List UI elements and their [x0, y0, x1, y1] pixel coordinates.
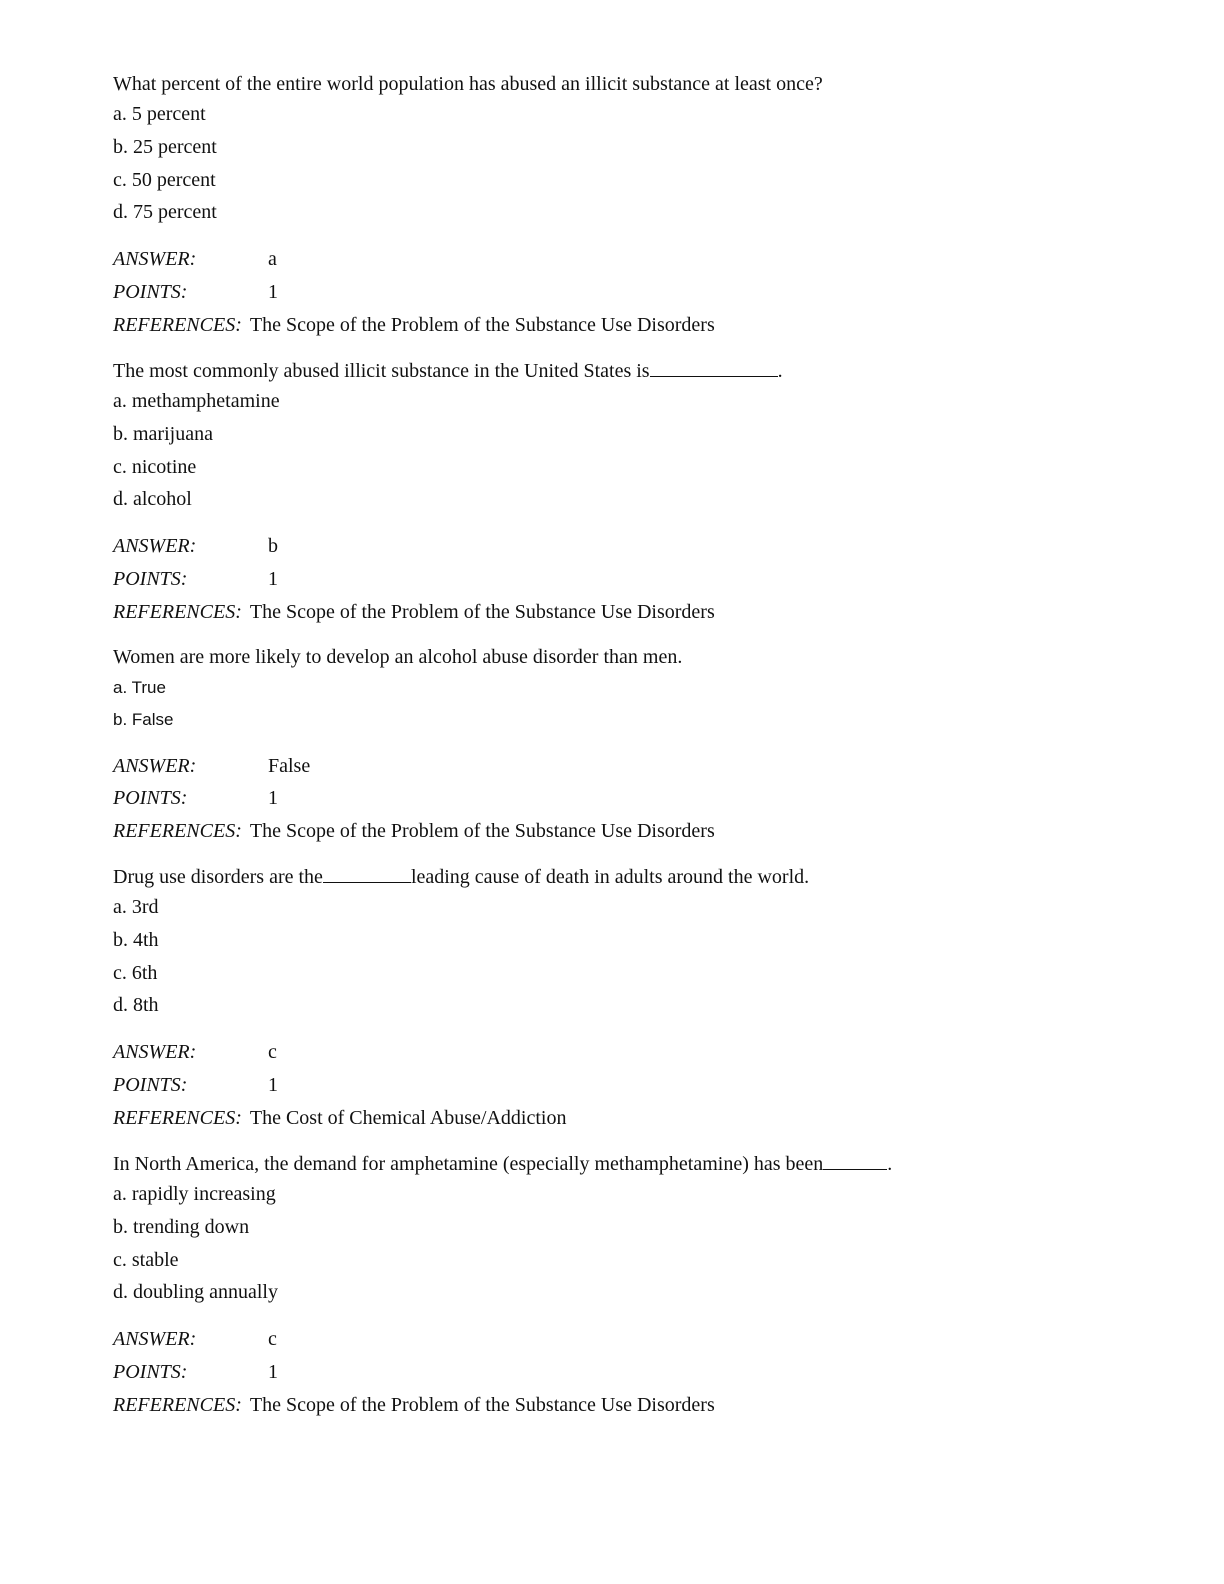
references-value: The Scope of the Problem of the Substance Use Disorders: [249, 601, 715, 623]
question-text: In North America, the demand for amphetamine (especially methamphetamine) has been .: [113, 1153, 893, 1175]
points-value: 1: [268, 787, 278, 809]
option-c: c. nicotine: [113, 456, 197, 478]
references-row: [113, 597, 715, 627]
references-label: REFERENCES:: [113, 820, 242, 842]
question-text: The most commonly abused illicit substance in the United States is .: [113, 360, 783, 382]
references-label: REFERENCES:: [113, 601, 242, 623]
references-value: The Scope of the Problem of the Substance Use Disorders: [249, 1394, 715, 1416]
points-value: 1: [268, 568, 278, 590]
option-a: a. 3rd: [113, 896, 159, 918]
option-d: d. 8th: [113, 994, 159, 1016]
points-row: [113, 564, 278, 594]
references-label: REFERENCES:: [113, 1394, 242, 1416]
points-row: [113, 1357, 278, 1387]
option-c: c. stable: [113, 1249, 179, 1271]
references-value: The Scope of the Problem of the Substance Use Disorders: [249, 820, 715, 842]
points-label: POINTS:: [113, 1361, 188, 1383]
answer-blank: [823, 1151, 887, 1170]
answer-label: ANSWER:: [113, 1328, 197, 1350]
answer-row: [113, 1037, 277, 1067]
answer-blank: [650, 358, 778, 377]
points-label: POINTS:: [113, 787, 188, 809]
option-a: a. rapidly increasing: [113, 1183, 276, 1205]
references-label: REFERENCES:: [113, 314, 242, 336]
answer-row: [113, 751, 311, 781]
points-label: POINTS:: [113, 1074, 188, 1096]
answer-row: [113, 244, 277, 274]
option-b: b. 4th: [113, 929, 159, 951]
points-value: 1: [268, 1074, 278, 1096]
answer-value: c: [268, 1328, 277, 1350]
option-b: b. trending down: [113, 1216, 250, 1238]
option-b: b. 25 percent: [113, 136, 217, 158]
question-text: Drug use disorders are the leading cause of death in adults around the world.: [113, 866, 810, 888]
question-text: Women are more likely to develop an alcohol abuse disorder than men.: [113, 646, 683, 668]
references-label: REFERENCES:: [113, 1107, 242, 1129]
references-row: [113, 1103, 566, 1133]
option-b: b. marijuana: [113, 423, 213, 445]
option-c: c. 50 percent: [113, 169, 216, 191]
points-row: [113, 1070, 278, 1100]
option-d: d. 75 percent: [113, 201, 217, 223]
references-value: The Scope of the Problem of the Substance Use Disorders: [249, 314, 715, 336]
answer-label: ANSWER:: [113, 755, 197, 777]
option-a: a. True: [113, 678, 166, 697]
points-row: [113, 783, 278, 813]
option-d: d. alcohol: [113, 488, 192, 510]
points-label: POINTS:: [113, 281, 188, 303]
answer-row: [113, 531, 278, 561]
references-row: [113, 1390, 715, 1420]
references-value: The Cost of Chemical Abuse/Addiction: [249, 1107, 567, 1129]
answer-blank: [323, 864, 411, 883]
answer-label: ANSWER:: [113, 248, 197, 270]
answer-value: c: [268, 1041, 277, 1063]
option-b: b. False: [113, 710, 174, 729]
option-a: a. 5 percent: [113, 103, 206, 125]
references-row: [113, 816, 715, 846]
answer-row: [113, 1324, 277, 1354]
option-d: d. doubling annually: [113, 1281, 278, 1303]
answer-value: a: [268, 248, 277, 270]
points-value: 1: [268, 281, 278, 303]
points-label: POINTS:: [113, 568, 188, 590]
answer-label: ANSWER:: [113, 535, 197, 557]
question-text: What percent of the entire world population has abused an illicit substance at least once?: [113, 73, 823, 95]
points-value: 1: [268, 1361, 278, 1383]
points-row: [113, 277, 278, 307]
answer-label: ANSWER:: [113, 1041, 197, 1063]
answer-value: b: [268, 535, 278, 557]
answer-value: False: [268, 755, 311, 777]
option-c: c. 6th: [113, 962, 158, 984]
option-a: a. methamphetamine: [113, 390, 280, 412]
references-row: [113, 310, 715, 340]
